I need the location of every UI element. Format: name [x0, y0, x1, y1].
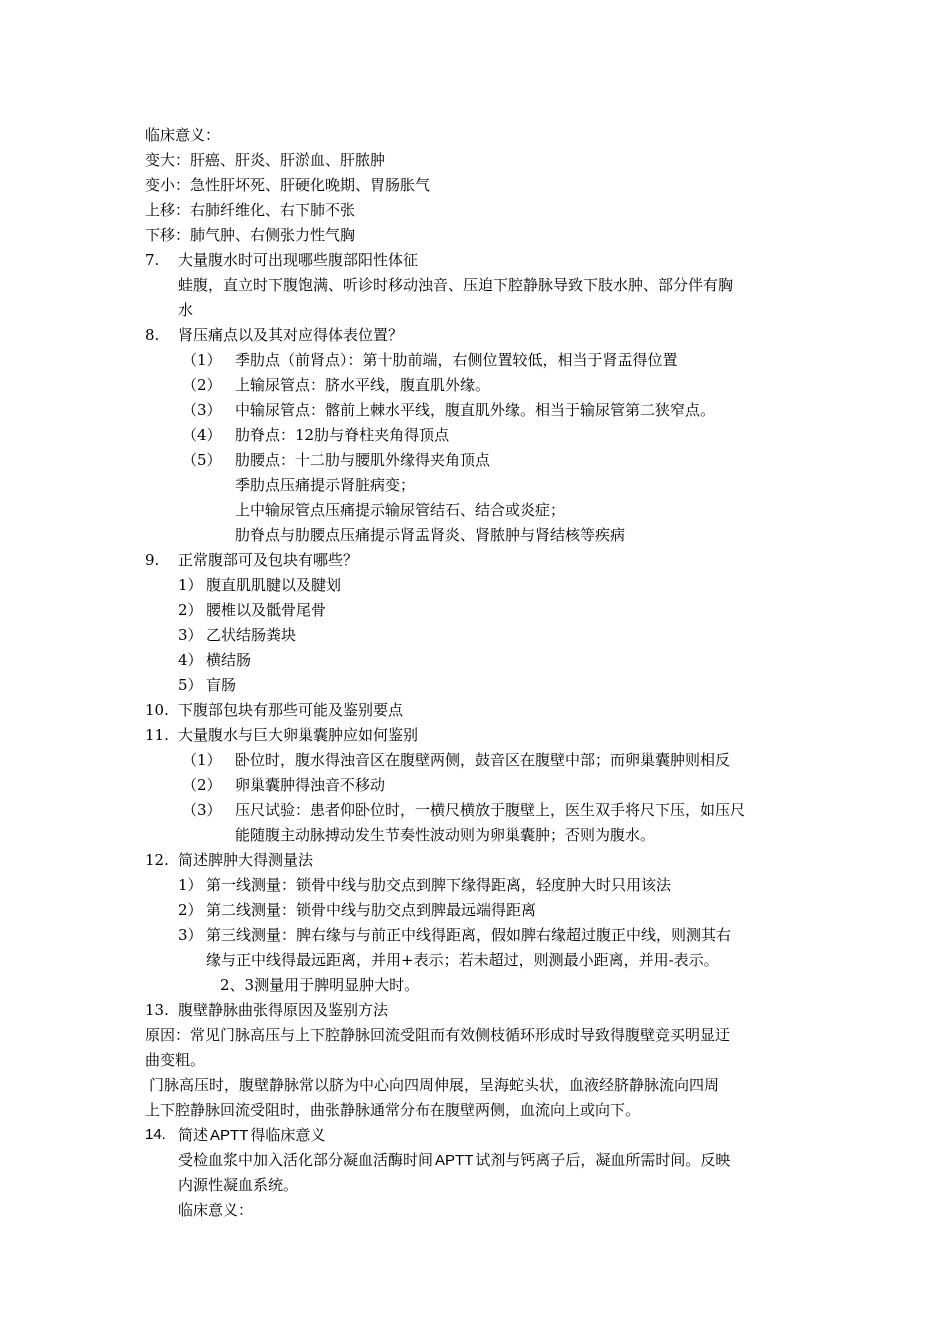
item-number: 4）: [178, 651, 203, 669]
item-number: （5）: [182, 451, 222, 469]
text-line: 变小：急性肝坏死、肝硬化晚期、胃肠胀气: [145, 176, 431, 194]
question-number: 9.: [145, 551, 160, 569]
question-title: 肾压痛点以及其对应得体表位置？: [178, 326, 404, 344]
item-number: 3）: [178, 926, 203, 944]
item-text: 第一线测量：锁骨中线与肋交点到脾下缘得距离，轻度肿大时只用该法: [206, 876, 672, 894]
cause-line: 原因：常见门脉高压与上下腔静脉回流受阻而有效侧枝循环形成时导致得腹壁竞买明显迂: [145, 1026, 731, 1044]
item-text: 中输尿管点：髂前上棘水平线，腹直肌外缘。相当于输尿管第二狭窄点。: [235, 401, 716, 419]
item-text: 压尺试验：患者仰卧位时，一横尺横放于腹壁上，医生双手将尺下压，如压尺: [235, 801, 746, 819]
vena-cava-line: 上下腔静脉回流受阻时，曲张静脉通常分布在腹壁两侧，血流向上或向下。: [145, 1101, 641, 1119]
text-line: 下移：肺气肿、右侧张力性气胸: [145, 226, 356, 244]
text-line: 上移：右肺纤维化、右下肺不张: [145, 201, 356, 219]
question-title: 下腹部包块有那些可能及鉴别要点: [178, 701, 404, 719]
item-number: 2）: [178, 601, 203, 619]
item-text-continued: 能随腹主动脉搏动发生节奏性波动则为卵巢囊肿；否则为腹水。: [235, 826, 656, 844]
item-number: （3）: [182, 801, 222, 819]
answer-line: [178, 1150, 730, 1171]
portal-hypertension-line: 门脉高压时，腹壁静脉常以脐为中心向四周伸展，呈海蛇头状，血液经脐静脉流向四周: [149, 1076, 720, 1094]
clinical-meaning-heading: 临床意义：: [145, 126, 221, 144]
answer-line: 内源性凝血系统。: [178, 1176, 299, 1194]
question-number: 12.: [145, 851, 169, 869]
clinical-meaning-heading: 临床意义：: [178, 1201, 254, 1219]
note-line: 季肋点压痛提示肾脏病变；: [235, 476, 416, 494]
item-text: 乙状结肠粪块: [206, 626, 297, 644]
item-number: （2）: [182, 376, 222, 394]
item-text-continued: 缘与正中线得最远距离，并用+表示；若未超过，则测最小距离，并用-表示。: [206, 951, 719, 969]
question-title: [178, 1125, 325, 1146]
item-number: （4）: [182, 426, 222, 444]
item-text: 肋脊点：12肋与脊柱夹角得顶点: [235, 426, 450, 444]
item-number: （1）: [182, 751, 222, 769]
item-text: 卵巢囊肿得浊音不移动: [235, 776, 386, 794]
note-line: 2、3测量用于脾明显肿大时。: [220, 976, 420, 994]
item-number: 2）: [178, 901, 203, 919]
item-number: 1）: [178, 576, 203, 594]
question-title: 简述脾肿大得测量法: [178, 851, 314, 869]
note-line: 上中输尿管点压痛提示输尿管结石、结合或炎症；: [235, 501, 566, 519]
aptt-abbr: APTT: [435, 1152, 474, 1169]
note-line: 肋脊点与肋腰点压痛提示肾盂肾炎、肾脓肿与肾结核等疾病: [235, 526, 626, 544]
item-text: 卧位时，腹水得浊音区在腹壁两侧，鼓音区在腹壁中部；而卵巢囊肿则相反: [235, 751, 731, 769]
item-number: （1）: [182, 351, 222, 369]
question-number: 10.: [145, 701, 169, 719]
item-text: 腹直肌肌腱以及腱划: [206, 576, 342, 594]
answer-text: 受检血浆中加入活化部分凝血活酶时间: [178, 1151, 434, 1169]
item-text: 横结肠: [206, 651, 252, 669]
question-title: 大量腹水时可出现哪些腹部阳性体征: [178, 251, 419, 269]
aptt-abbr: APTT: [210, 1127, 249, 1144]
item-text: 第三线测量：脾右缘与与前正中线得距离，假如脾右缘超过腹正中线，则测其右: [206, 926, 732, 944]
item-number: （2）: [182, 776, 222, 794]
item-text: 第二线测量：锁骨中线与肋交点到脾最远端得距离: [206, 901, 537, 919]
item-text: 上输尿管点：脐水平线，腹直肌外缘。: [235, 376, 491, 394]
title-text: 简述: [178, 1126, 209, 1144]
item-number: 5）: [178, 676, 203, 694]
item-number: （3）: [182, 401, 222, 419]
item-text: 盲肠: [206, 676, 237, 694]
question-number: 14.: [145, 1126, 166, 1143]
item-number: 3）: [178, 626, 203, 644]
question-title: 大量腹水与巨大卵巢囊肿应如何鉴别: [178, 726, 419, 744]
answer-line: 蛙腹，直立时下腹饱满、听诊时移动浊音、压迫下腔静脉导致下肢水肿、部分伴有胸: [178, 276, 734, 294]
item-text: 肋腰点：十二肋与腰肌外缘得夹角顶点: [235, 451, 491, 469]
answer-line: 水: [178, 301, 194, 319]
item-text: 季肋点（前肾点）：第十肋前端，右侧位置较低，相当于肾盂得位置: [235, 351, 678, 369]
question-title: 腹壁静脉曲张得原因及鉴别方法: [178, 1001, 389, 1019]
item-text: 腰椎以及骶骨尾骨: [206, 601, 327, 619]
question-number: 7.: [145, 251, 160, 269]
question-number: 13.: [145, 1001, 169, 1019]
question-number: 8.: [145, 326, 160, 344]
title-text: 得临床意义: [250, 1126, 326, 1144]
cause-line: 曲变粗。: [145, 1051, 206, 1069]
question-number: 11.: [145, 726, 169, 744]
item-number: 1）: [178, 876, 203, 894]
text-line: 变大：肝癌、肝炎、肝淤血、肝脓肿: [145, 151, 386, 169]
answer-text: 试剂与钙离子后，凝血所需时间。反映: [475, 1151, 731, 1169]
question-title: 正常腹部可及包块有哪些？: [178, 551, 359, 569]
